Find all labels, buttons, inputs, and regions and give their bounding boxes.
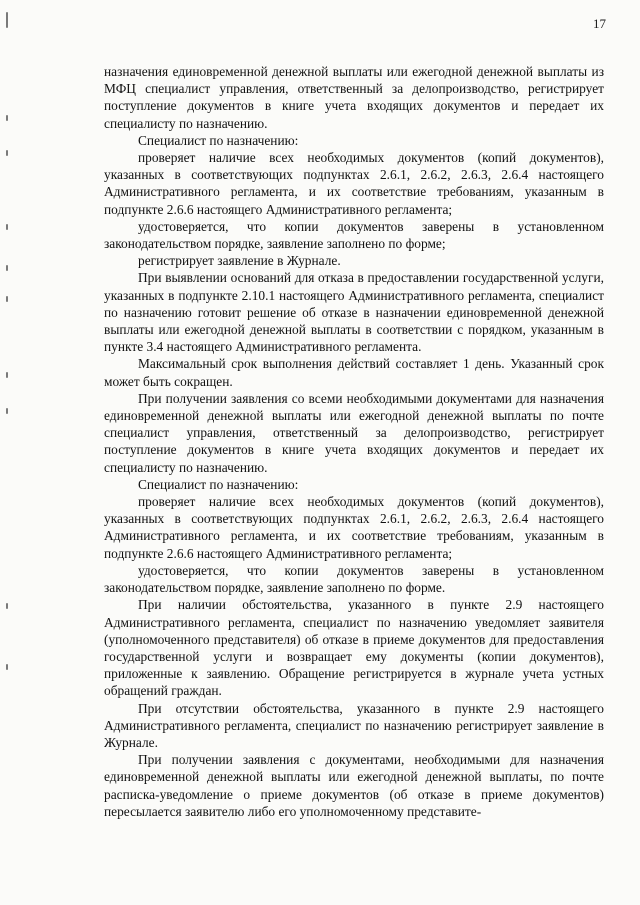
scan-margin-mark [6, 296, 8, 302]
scan-margin-mark [6, 372, 8, 378]
paragraph: проверяет наличие всех необходимых документов (копий документов), указанных в соответствующих подпунктах 2.6.1, 2.6.2, 2.6.3, 2.6.4 настоящего Административного регламента, и их соответствие требованиям, указанным в подпункте 2.6.6 настоящего Административного регламента; [104, 150, 604, 217]
scan-margin-mark [6, 664, 8, 670]
paragraph: Специалист по назначению: [138, 132, 299, 148]
document-body [104, 63, 604, 820]
paragraph: назначения единовременной денежной выплаты или ежегодной денежной выплаты из МФЦ специалист управления, ответственный за делопроизводство, регистрирует поступление документов в книге учета входящих документов и передает их специалисту по назначению. [104, 64, 604, 131]
paragraph: Максимальный срок выполнения действий составляет 1 день. Указанный срок может быть сокращен. [104, 356, 604, 389]
paragraph: При выявлении оснований для отказа в предоставлении государственной услуги, указанных в подпункте 2.10.1 настоящего Административного регламента, специалист по назначению готовит решение об отказе в назначении единовременной денежной выплаты или ежегодной денежной выплаты в соответствии с порядком, указанным в пункте 3.4 настоящего Административного регламента. [104, 270, 604, 355]
scan-margin-mark [6, 12, 8, 28]
scan-margin-mark [6, 408, 8, 414]
page-number: 17 [593, 16, 606, 31]
paragraph: регистрирует заявление в Журнале. [138, 253, 341, 269]
scan-margin-mark [6, 150, 8, 156]
paragraph: При отсутствии обстоятельства, указанного в пункте 2.9 настоящего Административного регламента, специалист по назначению регистрирует заявление в Журнале. [104, 700, 604, 750]
paragraph: При получении заявления со всеми необходимыми документами для назначения единовременной денежной выплаты или ежегодной денежной выплаты по почте специалист управления, ответственный за делопроизводство, регистрирует поступление документов в книге учета входящих документов и передает их специалисту по назначению. [104, 390, 604, 475]
paragraph: удостоверяется, что копии документов заверены в установленном законодательством порядке, заявление заполнено по форме. [104, 562, 604, 596]
scan-margin-mark [6, 115, 8, 121]
paragraph: При наличии обстоятельства, указанного в пункте 2.9 настоящего Административного регламента, специалист по назначению уведомляет заявителя (уполномоченного представителя) об отказе в приеме документов для предоставления государственной услуги и возвращает ему документы (копии документов), приложенные к заявлению. Обращение регистрируется в журнале учета устных обращений граждан. [104, 597, 604, 699]
paragraph: Специалист по назначению: [138, 476, 299, 492]
scan-margin-mark [6, 603, 8, 609]
paragraph: удостоверяется, что копии документов заверены в установленном законодательством порядке, заявление заполнено по форме; [104, 218, 604, 252]
paragraph: проверяет наличие всех необходимых документов (копий документов), указанных в соответствующих подпунктах 2.6.1, 2.6.2, 2.6.3, 2.6.4 настоящего Административного регламента, и их соответствие требованиям, указанным в подпункте 2.6.6 настоящего Административного регламента; [104, 494, 604, 561]
paragraph: При получении заявления с документами, необходимыми для назначения единовременной денежной выплаты или ежегодной денежной выплаты, по почте расписка-уведомление о приеме документов (об отказе в приеме документов) пересылается заявителю либо его уполномоченному представите- [104, 752, 604, 819]
scan-margin-mark [6, 224, 8, 230]
scan-margin-mark [6, 265, 8, 271]
